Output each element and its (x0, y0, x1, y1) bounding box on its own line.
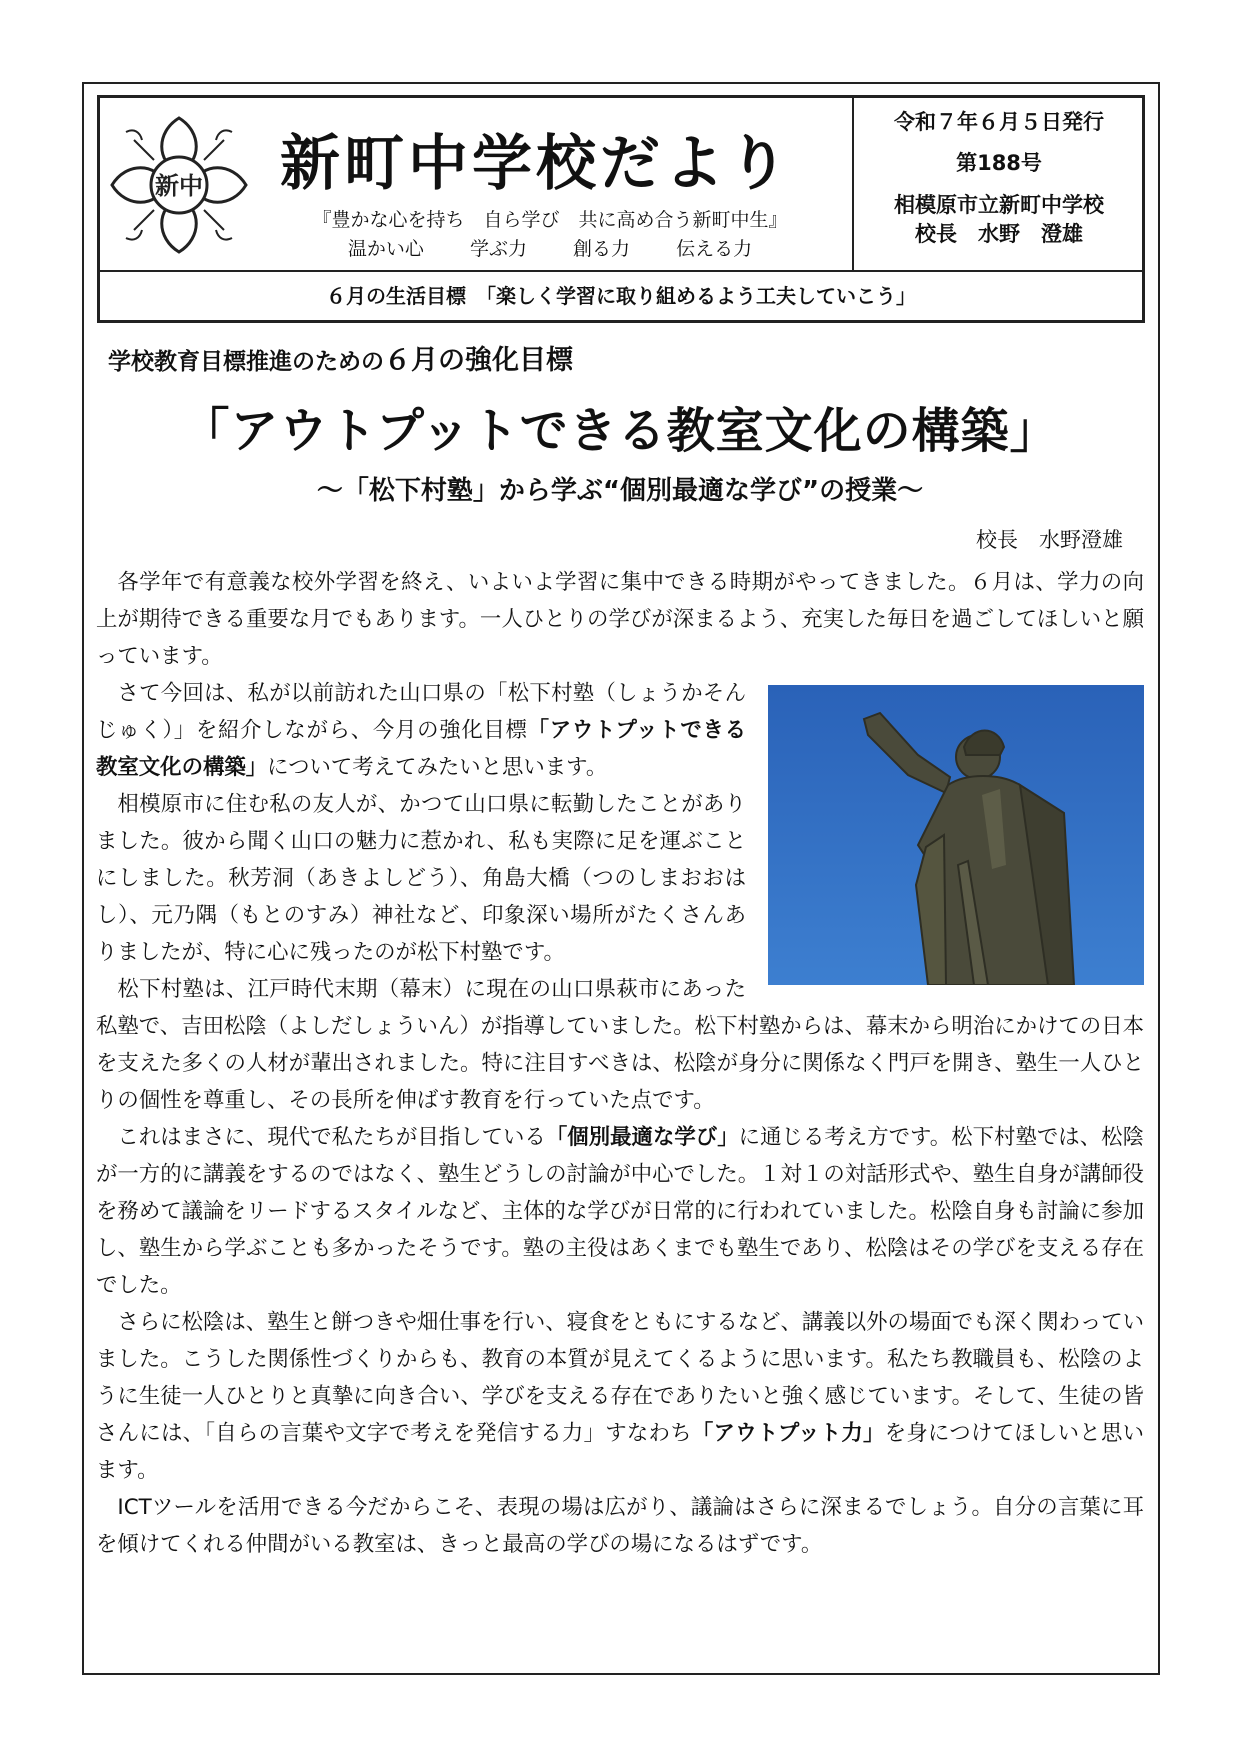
value-1: 温かい心 (347, 237, 424, 260)
p6-bold-phrase: 「アウトプット力」 (691, 1421, 885, 1446)
value-2: 学ぶ力 (469, 237, 527, 260)
p6-text-a: さらに松陰は、塾生と餅つきや畑仕事を行い、寝食をともにするなど、講義以外の場面でも深く関わっていました。こうした関係性づくりからも、教育の本質が見えてくるように思います。私たち教職員も、松陰のように生徒一人ひとりと真摯に向き合い、学びを支える存在でありたいと強く感じています。そして、生徒の皆さんには、「自らの言葉や文字で考えを発信する力」すなわち (96, 1310, 1144, 1446)
motto-values (250, 235, 850, 264)
paragraph-1: 各学年で有意義な校外学習を終え、いよいよ学習に集中できる時期がやってきました。６月は、学力の向上が期待できる重要な月でもあります。一人ひとりの学びが深まるよう、充実した毎日を過ごしてほしいと願っています。 (96, 570, 1144, 669)
monthly-goal: ６月の生活目標 「楽しく学習に取り組めるよう工夫していこう」 (326, 284, 916, 308)
paragraph-5 (96, 1119, 1144, 1304)
header-top (100, 98, 1142, 272)
p2-text-c: について考えてみたいと思います。 (267, 755, 608, 780)
emblem-text: 新中 (155, 171, 203, 200)
paragraph-4: 松下村塾は、江戸時代末期（幕末）に現在の山口県萩市にあった私塾で、吉田松陰（よしだしょういん）が指導していました。松下村塾からは、幕末から明治にかけての日本を支えた多くの人材が輩出されました。特に注目すべきは、松陰が身分に関係なく門戸を開き、塾生一人ひとりの個性を尊重し、その長所を伸ばす教育を行っていた点です。 (96, 977, 1144, 1113)
issue-info (852, 98, 1144, 270)
article-subtitle: ～「松下村塾」から学ぶ“個別最適な学び”の授業～ (316, 476, 924, 506)
issue-number: 第188号 (956, 151, 1042, 176)
statue-photo (768, 685, 1144, 985)
article-headline: 「アウトプットできる教室文化の構築」 (181, 403, 1059, 459)
newsletter-header (97, 95, 1145, 323)
paragraph-6 (96, 1304, 1144, 1489)
article-author: 校長 水野澄雄 (976, 528, 1123, 552)
principal-name: 校長 水野 澄雄 (915, 222, 1083, 247)
motto-text: 『豊かな心を持ち 自ら学び 共に高め合う新町中生』 (312, 209, 788, 231)
school-motto (250, 206, 850, 263)
subhead-strong: ６月の強化目標 (384, 345, 573, 376)
article-body (96, 564, 1144, 1563)
p5-bold-phrase: 「個別最適な学び」 (545, 1125, 739, 1150)
school-name: 相模原市立新町中学校 (894, 192, 1104, 217)
p5-text-a: これはまさに、現代で私たちが目指している (117, 1125, 546, 1150)
p2-bold-phrase: 「アウトプットできる教室文化の構築」 (96, 718, 746, 780)
issue-date: 令和７年６月５日発行 (894, 110, 1104, 134)
p5-text-c: に通じる考え方です。松下村塾では、松陰が一方的に講義をするのではなく、塾生どうしの討論が中心でした。１対１の対話形式や、塾生自身が講師役を務めて議論をリードするスタイルなど、主体的な学びが日常的に行われていました。松陰自身も討論に参加し、塾生から学ぶことも多かったそうです。塾の主役はあくまでも塾生であり、松陰はその学びを支える存在でした。 (96, 1125, 1144, 1298)
school-emblem (104, 110, 254, 260)
p6-text-c: を身につけてほしいと思います。 (96, 1421, 1144, 1483)
value-3: 創る力 (573, 237, 631, 260)
section-subhead (108, 338, 573, 377)
paragraph-3: 相模原市に住む私の友人が、かつて山口県に転勤したことがありました。彼から聞く山口の魅力に惹かれ、私も実際に足を運ぶことにしました。秋芳洞（あきよしどう）、角島大橋（つのしまおおはし）、元乃隅（もとのすみ）神社など、印象深い場所がたくさんありましたが、特に心に残ったのが松下村塾です。 (96, 792, 746, 965)
subhead-pre: 学校教育目標推進のための (108, 349, 384, 375)
p2-text-a: さて今回は、私が以前訪れた山口県の「松下村塾（しょうかそんじゅく）」を紹介しながら、今月の強化目標 (96, 681, 746, 743)
value-4: 伝える力 (676, 237, 753, 260)
newsletter-title: 新町中学校だより (280, 129, 792, 199)
paragraph-7: ICTツールを活用できる今だからこそ、表現の場は広がり、議論はさらに深まるでしょう。自分の言葉に耳を傾けてくれる仲間がいる教室は、きっと最高の学びの場になるはずです。 (96, 1495, 1144, 1557)
